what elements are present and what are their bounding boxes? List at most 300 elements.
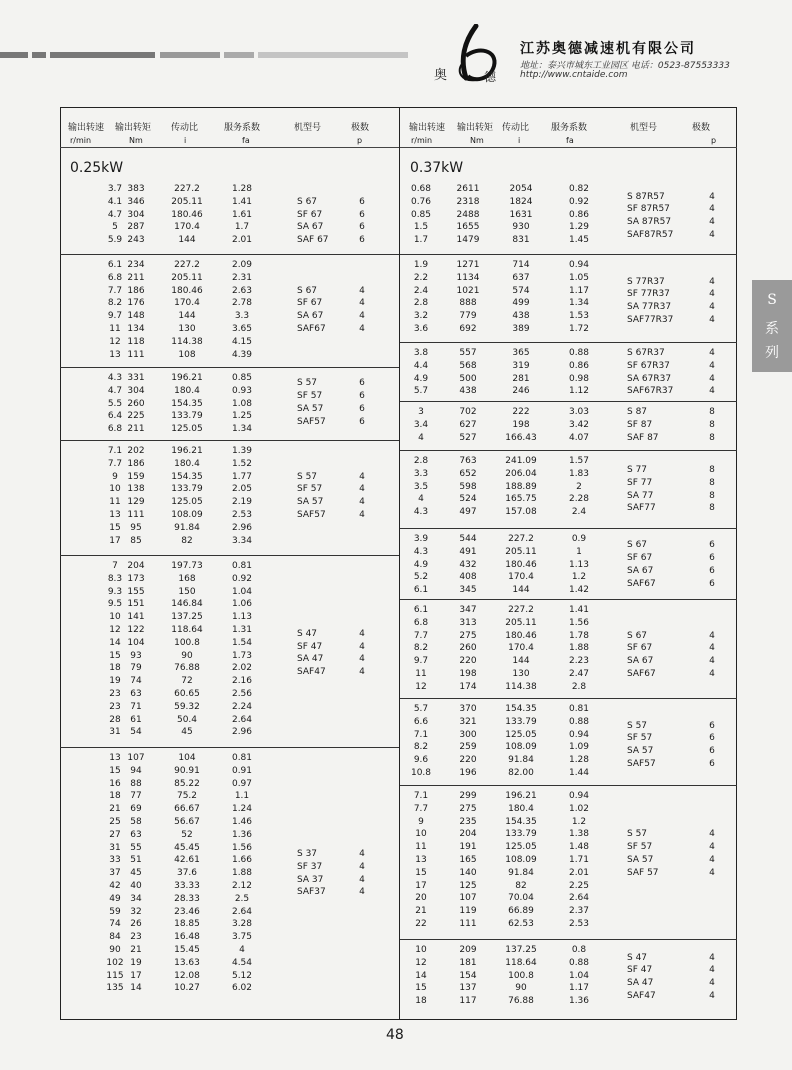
poles-cell: 8 <box>709 407 715 417</box>
poles-cell: 6 <box>359 416 365 427</box>
ratio-cell: 144 <box>178 311 196 322</box>
header-decor-bar <box>50 52 155 58</box>
service-factor-cell: 4.15 <box>231 336 253 347</box>
output-speed-cell: 4.7 <box>107 385 123 396</box>
ratio-cell: 62.53 <box>508 919 534 929</box>
ratio-cell: 52 <box>181 829 193 840</box>
output-torque-cell: 71 <box>130 701 142 712</box>
ratio-cell: 1631 <box>509 209 533 220</box>
ratio-cell: 76.88 <box>508 996 534 1007</box>
service-factor-cell: 1.71 <box>568 855 590 865</box>
output-torque-cell: 1134 <box>456 272 480 283</box>
poles-cell: 4 <box>709 348 715 358</box>
ratio-cell: 118.64 <box>505 957 537 968</box>
poles-cell: 4 <box>359 311 365 322</box>
model-cell: SF 87R57 <box>627 204 670 215</box>
output-speed-cell: 14 <box>109 637 121 648</box>
model-cell: S 87 <box>627 407 648 417</box>
output-torque-cell: 88 <box>130 778 142 789</box>
poles-cell: 4 <box>709 952 715 963</box>
ratio-cell: 91.84 <box>508 867 534 878</box>
ratio-cell: 10.27 <box>174 983 200 994</box>
ratio-cell: 91.84 <box>174 522 200 533</box>
output-torque-cell: 500 <box>459 373 477 384</box>
model-cell: SA 77R37 <box>627 302 672 313</box>
output-torque-cell: 181 <box>459 957 477 968</box>
side-tab-char: 列 <box>765 345 779 361</box>
output-speed-cell: 3 <box>418 407 424 417</box>
ratio-cell: 154.35 <box>171 471 203 482</box>
ratio-cell: 118.64 <box>171 625 203 635</box>
output-speed-cell: 42 <box>109 881 121 891</box>
ratio-cell: 180.4 <box>508 803 534 814</box>
service-factor-cell: 2.78 <box>231 298 253 309</box>
model-cell: SAF67 <box>627 578 656 589</box>
output-torque-cell: 202 <box>127 446 145 456</box>
output-torque-cell: 1479 <box>456 235 480 246</box>
service-factor-cell: 1.36 <box>231 829 253 840</box>
output-torque-cell: 54 <box>130 727 142 738</box>
ratio-cell: 100.8 <box>174 637 200 648</box>
company-website: http://www.cntaide.com <box>520 70 628 80</box>
output-torque-cell: 2488 <box>456 209 480 220</box>
output-speed-cell: 11 <box>415 669 427 679</box>
output-speed-cell: 2.4 <box>413 285 429 296</box>
model-cell: SAF57 <box>297 510 326 520</box>
header-rule <box>60 147 399 148</box>
model-cell: SF 67 <box>627 643 653 654</box>
output-torque-cell: 104 <box>127 637 145 648</box>
ratio-cell: 574 <box>512 285 530 296</box>
service-factor-cell: 4.54 <box>231 957 253 968</box>
ratio-cell: 170.4 <box>508 643 534 654</box>
ratio-cell: 76.88 <box>174 663 200 674</box>
output-torque-cell: 63 <box>130 829 142 840</box>
output-torque-cell: 26 <box>130 919 142 930</box>
output-torque-cell: 211 <box>127 272 145 283</box>
service-factor-cell: 0.88 <box>568 716 590 727</box>
service-factor-cell: 3.75 <box>231 932 253 943</box>
output-torque-cell: 260 <box>459 643 477 654</box>
model-cell: SAF37 <box>297 887 326 898</box>
service-factor-cell: 1.28 <box>568 755 590 766</box>
ratio-cell: 180.46 <box>505 559 537 570</box>
ratio-cell: 90.91 <box>174 765 200 776</box>
output-torque-cell: 370 <box>459 704 477 714</box>
ratio-cell: 70.04 <box>508 893 534 904</box>
output-torque-cell: 331 <box>127 373 145 383</box>
output-speed-cell: 15 <box>415 867 427 878</box>
output-torque-cell: 93 <box>130 650 142 661</box>
col-header-poles: 极数 <box>692 123 711 133</box>
poles-cell: 4 <box>709 867 715 878</box>
output-torque-cell: 176 <box>127 298 145 309</box>
service-factor-cell: 2.37 <box>568 906 590 917</box>
model-cell: SF 67R37 <box>627 360 670 371</box>
output-torque-cell: 69 <box>130 804 142 815</box>
output-torque-cell: 204 <box>459 829 477 840</box>
model-cell: SA 87R57 <box>627 217 672 228</box>
service-factor-cell: 1.77 <box>231 471 253 482</box>
service-factor-cell: 2 <box>576 481 582 492</box>
output-torque-cell: 627 <box>459 419 477 430</box>
model-cell: S 67 <box>297 285 318 296</box>
output-speed-cell: 4.7 <box>107 209 123 220</box>
service-factor-cell: 1.66 <box>231 855 253 866</box>
ratio-cell: 28.33 <box>174 893 200 904</box>
output-torque-cell: 692 <box>459 324 477 334</box>
output-speed-cell: 8.3 <box>107 573 123 584</box>
model-cell: SF 57 <box>297 390 323 401</box>
poles-cell: 6 <box>359 196 365 207</box>
output-speed-cell: 0.85 <box>410 209 432 220</box>
output-speed-cell: 12 <box>415 681 427 692</box>
ratio-group <box>60 747 399 994</box>
service-factor-cell: 2.23 <box>568 656 590 667</box>
col-unit-service-factor: fa <box>566 136 574 145</box>
col-header-torque: 输出转矩 <box>115 123 152 133</box>
model-cell: SF 77R37 <box>627 289 670 300</box>
service-factor-cell: 1 <box>576 546 582 557</box>
output-torque-cell: 111 <box>127 510 145 520</box>
output-torque-cell: 300 <box>459 729 477 740</box>
output-speed-cell: 10 <box>109 612 121 623</box>
output-speed-cell: 9.7 <box>107 311 123 322</box>
ratio-cell: 188.89 <box>505 481 537 492</box>
service-factor-cell: 1.36 <box>568 996 590 1007</box>
service-factor-cell: 2.09 <box>231 260 253 270</box>
output-torque-cell: 209 <box>459 945 477 955</box>
model-cell: S 67 <box>297 196 318 207</box>
service-factor-cell: 1.12 <box>568 386 590 397</box>
model-cell: S 57 <box>297 471 318 482</box>
ratio-cell: 198 <box>512 419 530 430</box>
output-speed-cell: 74 <box>109 919 121 930</box>
ratio-cell: 108.09 <box>505 855 537 865</box>
col-header-service-factor: 服务系数 <box>224 123 261 133</box>
output-speed-cell: 3.6 <box>413 324 429 334</box>
service-factor-cell: 2.19 <box>231 497 253 508</box>
poles-cell: 4 <box>359 628 365 639</box>
poles-cell: 4 <box>709 289 715 300</box>
poles-cell: 4 <box>709 204 715 215</box>
ratio-group <box>400 450 737 518</box>
service-factor-cell: 1.04 <box>568 970 590 981</box>
output-torque-cell: 299 <box>459 791 477 801</box>
ratio-cell: 170.4 <box>508 572 534 583</box>
poles-cell: 4 <box>709 217 715 228</box>
output-speed-cell: 115 <box>106 970 124 981</box>
poles-cell: 4 <box>359 497 365 508</box>
output-speed-cell: 10.8 <box>410 768 432 778</box>
ratio-cell: 15.45 <box>174 945 200 955</box>
ratio-cell: 18.85 <box>174 919 200 930</box>
output-speed-cell: 8.2 <box>413 742 429 753</box>
output-speed-cell: 5.5 <box>107 398 123 409</box>
ratio-cell: 90 <box>515 983 527 994</box>
output-torque-cell: 51 <box>130 855 142 866</box>
service-factor-cell: 1.56 <box>231 842 253 853</box>
ratio-cell: 108.09 <box>505 742 537 753</box>
output-torque-cell: 259 <box>459 742 477 753</box>
output-torque-cell: 17 <box>130 970 142 981</box>
ratio-cell: 205.11 <box>505 546 537 557</box>
ratio-cell: 33.33 <box>174 881 200 891</box>
poles-cell: 8 <box>709 490 715 501</box>
ratio-cell: 196.21 <box>505 791 537 801</box>
output-torque-cell: 111 <box>127 349 145 360</box>
output-speed-cell: 13 <box>109 753 121 763</box>
power-rating-left: 0.25kW <box>70 160 124 176</box>
model-cell: SA 37 <box>297 874 324 885</box>
ratio-cell: 166.43 <box>505 432 537 443</box>
output-speed-cell: 8.2 <box>413 643 429 654</box>
model-cell: SF 57 <box>297 484 323 495</box>
model-cell: S 67R37 <box>627 348 665 358</box>
service-factor-cell: 0.97 <box>231 778 253 789</box>
ratio-cell: 365 <box>512 348 530 358</box>
ratio-cell: 12.08 <box>174 970 200 981</box>
output-speed-cell: 17 <box>415 880 427 891</box>
output-torque-cell: 58 <box>130 817 142 827</box>
service-factor-cell: 0.92 <box>231 573 253 584</box>
service-factor-cell: 1.17 <box>568 983 590 994</box>
service-factor-cell: 3.3 <box>234 311 250 322</box>
poles-cell: 4 <box>359 849 365 859</box>
output-speed-cell: 19 <box>109 676 121 687</box>
service-factor-cell: 2.96 <box>231 727 253 738</box>
ratio-cell: 319 <box>512 360 530 371</box>
output-torque-cell: 196 <box>459 768 477 778</box>
poles-cell: 4 <box>709 842 715 853</box>
page-number: 48 <box>386 1027 404 1043</box>
output-torque-cell: 119 <box>459 906 477 917</box>
poles-cell: 4 <box>359 471 365 482</box>
output-torque-cell: 140 <box>459 867 477 878</box>
model-cell: SA 67 <box>627 656 654 667</box>
ratio-cell: 108.09 <box>171 510 203 520</box>
output-torque-cell: 95 <box>130 522 142 533</box>
output-speed-cell: 3.8 <box>413 348 429 358</box>
poles-cell: 4 <box>709 276 715 287</box>
output-torque-cell: 94 <box>130 765 142 776</box>
col-unit-ratio: i <box>518 136 521 145</box>
output-torque-cell: 321 <box>459 716 477 727</box>
service-factor-cell: 1.05 <box>568 272 590 283</box>
output-speed-cell: 9.7 <box>413 656 429 667</box>
model-cell: S 47 <box>627 952 648 963</box>
output-torque-cell: 888 <box>459 298 477 309</box>
output-speed-cell: 6.4 <box>107 411 123 422</box>
service-factor-cell: 2.8 <box>571 681 587 692</box>
output-torque-cell: 55 <box>130 842 142 853</box>
output-torque-cell: 154 <box>459 970 477 981</box>
ratio-cell: 154.35 <box>171 398 203 409</box>
output-speed-cell: 6.8 <box>107 272 123 283</box>
poles-cell: 4 <box>359 324 365 334</box>
col-unit-service-factor: fa <box>242 136 250 145</box>
ratio-cell: 125.05 <box>505 842 537 853</box>
output-torque-cell: 568 <box>459 360 477 371</box>
model-cell: SA 67 <box>297 311 324 322</box>
service-factor-cell: 1.25 <box>231 411 253 422</box>
service-factor-cell: 1.56 <box>568 617 590 628</box>
model-cell: S 37 <box>297 849 318 859</box>
output-torque-cell: 40 <box>130 881 142 891</box>
poles-cell: 4 <box>709 669 715 679</box>
service-factor-cell: 0.82 <box>568 184 590 194</box>
output-torque-cell: 304 <box>127 209 145 220</box>
ratio-cell: 133.79 <box>505 829 537 840</box>
output-speed-cell: 31 <box>109 842 121 853</box>
model-cell: SAF67 <box>627 669 656 679</box>
service-factor-cell: 1.31 <box>231 625 253 635</box>
service-factor-cell: 1.34 <box>231 424 253 435</box>
model-cell: SA 57 <box>297 403 324 414</box>
output-speed-cell: 4.3 <box>107 373 123 383</box>
ratio-cell: 154.35 <box>505 816 537 827</box>
service-factor-cell: 1.83 <box>568 468 590 479</box>
model-cell: S 67 <box>627 630 648 641</box>
ratio-cell: 499 <box>512 298 530 309</box>
output-speed-cell: 90 <box>109 945 121 955</box>
model-cell: SF 47 <box>297 641 323 652</box>
output-speed-cell: 12 <box>109 625 121 635</box>
output-speed-cell: 5.7 <box>413 704 429 714</box>
service-factor-cell: 4.39 <box>231 349 253 360</box>
model-cell: SA 67R37 <box>627 373 672 384</box>
ratio-cell: 227.2 <box>508 605 534 615</box>
ratio-cell: 144 <box>512 656 530 667</box>
output-torque-cell: 204 <box>127 561 145 571</box>
service-factor-cell: 0.81 <box>568 704 590 714</box>
output-speed-cell: 4.3 <box>413 546 429 557</box>
ratio-cell: 205.11 <box>171 196 203 207</box>
ratio-cell: 227.2 <box>174 260 200 270</box>
output-torque-cell: 1271 <box>456 260 480 270</box>
col-header-torque: 输出转矩 <box>457 123 494 133</box>
ratio-cell: 45.45 <box>174 842 200 853</box>
output-torque-cell: 138 <box>127 484 145 495</box>
model-cell: S 57 <box>297 378 318 389</box>
ratio-cell: 50.4 <box>176 714 198 725</box>
output-speed-cell: 11 <box>109 497 121 508</box>
output-torque-cell: 77 <box>130 791 142 802</box>
service-factor-cell: 1.73 <box>231 650 253 661</box>
ratio-cell: 154.35 <box>505 704 537 714</box>
service-factor-cell: 1.42 <box>568 585 590 596</box>
model-cell: SF 67 <box>297 209 323 220</box>
output-torque-cell: 111 <box>459 919 477 929</box>
model-cell: SA 57 <box>297 497 324 508</box>
output-speed-cell: 7.1 <box>413 791 429 801</box>
service-factor-cell: 2.31 <box>231 272 253 283</box>
service-factor-cell: 2.01 <box>231 235 253 246</box>
poles-cell: 4 <box>709 991 715 1002</box>
output-torque-cell: 243 <box>127 235 145 246</box>
output-speed-cell: 6.1 <box>107 260 123 270</box>
ratio-cell: 72 <box>181 676 193 687</box>
model-cell: SA 67 <box>297 222 324 233</box>
ratio-cell: 104 <box>178 753 196 763</box>
ratio-cell: 85.22 <box>174 778 200 789</box>
output-speed-cell: 18 <box>109 663 121 674</box>
poles-cell: 4 <box>709 829 715 840</box>
service-factor-cell: 6.02 <box>231 983 253 994</box>
output-speed-cell: 20 <box>415 893 427 904</box>
ratio-cell: 180.46 <box>171 285 203 296</box>
output-speed-cell: 9.5 <box>107 599 123 610</box>
ratio-cell: 56.67 <box>174 817 200 827</box>
model-cell: SAF57 <box>627 759 656 770</box>
ratio-cell: 714 <box>512 260 530 270</box>
output-torque-cell: 1021 <box>456 285 480 296</box>
output-speed-cell: 0.76 <box>410 196 432 207</box>
output-torque-cell: 779 <box>459 311 477 322</box>
ratio-cell: 438 <box>512 311 530 322</box>
service-factor-cell: 4.07 <box>568 432 590 443</box>
poles-cell: 4 <box>709 360 715 371</box>
ratio-cell: 137.25 <box>171 612 203 623</box>
poles-cell: 6 <box>709 720 715 731</box>
output-torque-cell: 155 <box>127 586 145 597</box>
service-factor-cell: 1.72 <box>568 324 590 334</box>
output-torque-cell: 23 <box>130 932 142 943</box>
service-factor-cell: 2.64 <box>568 893 590 904</box>
model-cell: S 87R57 <box>627 191 665 202</box>
poles-cell: 6 <box>709 540 715 551</box>
ratio-cell: 222 <box>512 407 530 417</box>
ratio-cell: 82.00 <box>508 768 534 778</box>
service-factor-cell: 0.88 <box>568 957 590 968</box>
model-cell: SAF47 <box>627 991 656 1002</box>
service-factor-cell: 1.09 <box>568 742 590 753</box>
ratio-cell: 75.2 <box>176 791 198 802</box>
output-torque-cell: 19 <box>130 957 142 968</box>
output-speed-cell: 22 <box>415 919 427 929</box>
service-factor-cell: 1.04 <box>231 586 253 597</box>
header-decor-bar <box>258 52 408 58</box>
output-torque-cell: 275 <box>459 803 477 814</box>
ratio-cell: 196.21 <box>171 446 203 456</box>
model-cell: SA 47 <box>627 978 654 989</box>
col-header-model: 机型号 <box>630 123 658 133</box>
service-factor-cell: 2.96 <box>231 522 253 533</box>
output-torque-cell: 173 <box>127 573 145 584</box>
col-header-poles: 极数 <box>351 123 370 133</box>
service-factor-cell: 1.39 <box>231 446 253 456</box>
output-torque-cell: 287 <box>127 222 145 233</box>
ratio-cell: 180.4 <box>174 458 200 469</box>
model-cell: SA 47 <box>297 654 324 665</box>
output-torque-cell: 141 <box>127 612 145 623</box>
output-torque-cell: 79 <box>130 663 142 674</box>
service-factor-cell: 1.24 <box>231 804 253 815</box>
output-torque-cell: 2318 <box>456 196 480 207</box>
ratio-group <box>400 254 737 334</box>
output-speed-cell: 5 <box>112 222 118 233</box>
ratio-cell: 133.79 <box>505 716 537 727</box>
output-speed-cell: 3.7 <box>107 184 123 194</box>
service-factor-cell: 2.63 <box>231 285 253 296</box>
output-speed-cell: 7.1 <box>107 446 123 456</box>
poles-cell: 4 <box>709 630 715 641</box>
model-cell: SAF 67 <box>297 235 329 246</box>
output-torque-cell: 432 <box>459 559 477 570</box>
output-speed-cell: 28 <box>109 714 121 725</box>
output-speed-cell: 4.9 <box>413 559 429 570</box>
output-speed-cell: 4.4 <box>413 360 429 371</box>
